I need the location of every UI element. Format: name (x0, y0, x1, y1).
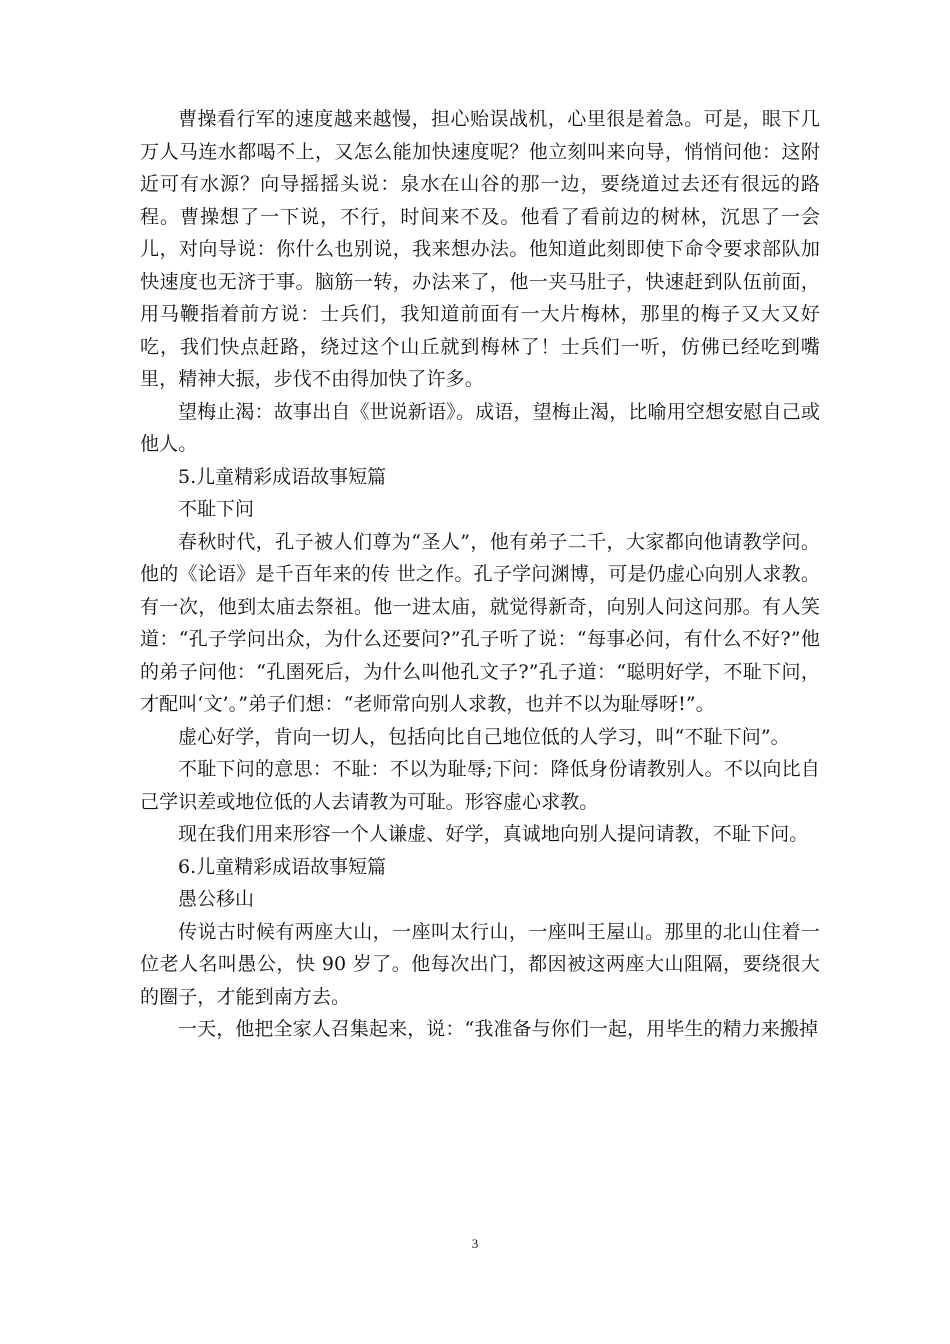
section-heading-6: 6.儿童精彩成语故事短篇 (178, 855, 387, 878)
section-heading-5: 5.儿童精彩成语故事短篇 (178, 465, 387, 488)
story-title-bu-chi-xia-wen: 不耻下问 (178, 498, 255, 520)
paragraph-definition-1: 虚心好学，肯向一切人，包括向比自己地位低的人学习，叫“不耻下问”。 (178, 725, 790, 748)
document-body (140, 103, 820, 1046)
paragraph-usage: 现在我们用来形容一个人谦虚、好学，真诚地向别人提问请教，不耻下问。 (178, 823, 809, 845)
paragraph-definition-2: 不耻下问的意思：不耻：不以为耻辱;下问：降低身份请教别人。不以向比自己学识差或地位低的人去请教为可耻。形容虚心求教。 (140, 758, 820, 813)
paragraph-story-yu-gong-1: 传说古时候有两座大山，一座叫太行山，一座叫王屋山。那里的北山住着一位老人名叫愚公，快 90 岁了。他每次出门，都因被这两座大山阻隔，要绕很大的圈子，才能到南方去。 (140, 920, 820, 1008)
page-number: 3 (471, 1236, 479, 1251)
paragraph-story-yu-gong-2: 一天，他把全家人召集起来，说：“我准备与你们一起，用毕生的精力来搬掉 (178, 1018, 819, 1040)
story-title-yu-gong-yi-shan: 愚公移山 (178, 888, 255, 910)
paragraph-story-cao-cao: 曹操看行军的速度越来越慢，担心贻误战机，心里很是着急。可是，眼下几万人马连水都喝不上，又怎么能加快速度呢？他立刻叫来向导，悄悄问他：这附近可有水源？向导摇摇头说：泉水在山谷的那一边，要绕道过去还有很远的路程。曹操想了一下说，不行，时间来不及。他看了看前边的树林，沉思了一会儿，对向导说：你什么也别说，我来想办法。他知道此刻即使下命令要求部队加快速度也无济于事。脑筋一转，办法来了，他一夹马肚子，快速赶到队伍前面，用马鞭指着前方说：士兵们，我知道前面有一大片梅林，那里的梅子又大又好吃，我们快点赶路，绕过这个山丘就到梅林了！士兵们一听，仿佛已经吃到嘴里，精神大振，步伐不由得加快了许多。 (140, 108, 820, 390)
paragraph-story-confucius: 春秋时代，孔子被人们尊为“圣人”，他有弟子二千，大家都向他请教学问。他的《论语》是千百年来的传 世之作。孔子学问渊博，可是仍虚心向别人求教。有一次，他到太庙去祭祖。他一进太庙，就觉得新奇，向别人问这问那。有人笑道：“孔子学问出众，为什么还要问?”孔子听了说：“每事必问，有什么不好?”他的弟子问他：“孔圉死后，为什么叫他孔文子?”孔子道：“聪明好学，不耻下问，才配叫‘文’。”弟子们想：“老师常向别人求教，也并不以为耻辱呀!”。 (140, 530, 820, 715)
paragraph-meaning-wang-mei-zhi-ke: 望梅止渴：故事出自《世说新语》。成语，望梅止渴，比喻用空想安慰自己或他人。 (140, 400, 820, 455)
